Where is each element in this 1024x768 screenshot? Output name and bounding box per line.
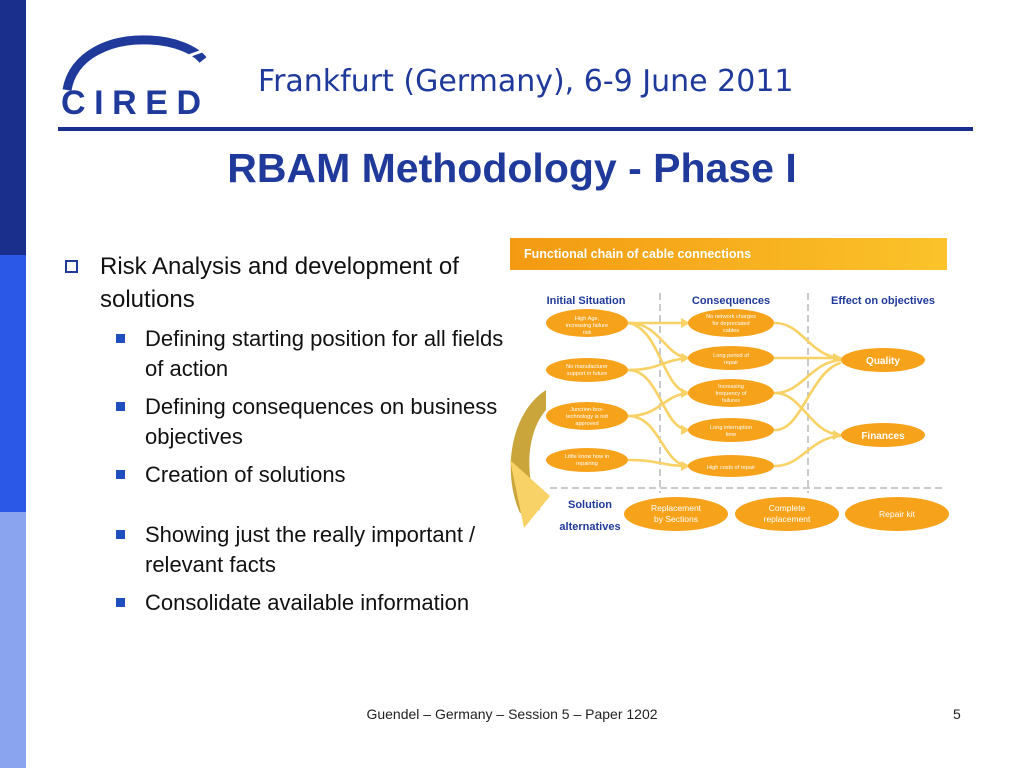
situation-text: repairing: [576, 461, 598, 467]
bullet-list: [60, 250, 505, 626]
slide-title: RBAM Methodology - Phase I: [227, 145, 797, 191]
consequence-text: failures: [721, 398, 741, 404]
hollow-square-bullet-icon: [65, 260, 78, 273]
solution-text: Replacement: [650, 503, 702, 513]
accent-bar-middle: [0, 255, 26, 512]
consequence-text: Long period of: [713, 353, 749, 359]
solution-label: alternatives: [559, 521, 621, 533]
conference-title: Frankfurt (Germany), 6-9 June 2011: [258, 64, 794, 99]
col-header-effect: Effect on objectives: [831, 295, 935, 307]
sub-bullet: [60, 324, 505, 384]
left-accent-bar: [0, 0, 26, 768]
situation-pill: [546, 448, 628, 472]
consequence-text: repair: [723, 360, 739, 366]
solution-text: by Sections: [654, 514, 698, 524]
sub-bullet: [60, 588, 505, 618]
diagram-banner-text: Functional chain of cable connections: [524, 247, 752, 261]
bullet-main-text: Risk Analysis and development of solutions: [100, 253, 459, 313]
accent-bar-top: [0, 0, 26, 255]
sub-bullet-text: Showing just the really important / relevant facts: [145, 522, 476, 577]
consequence-text: time: [725, 432, 737, 438]
cired-logo: [55, 30, 215, 125]
sub-bullet-text: Creation of solutions: [145, 462, 346, 487]
situation-text: technology is not: [566, 414, 608, 420]
square-bullet-icon: [116, 598, 125, 607]
solution-text: Repair kit: [879, 509, 915, 519]
bullet-main: [60, 250, 505, 316]
solution-label: Solution: [568, 499, 612, 511]
situation-text: increasing failure: [565, 323, 609, 329]
footer-text: Guendel – Germany – Session 5 – Paper 1202: [366, 706, 658, 722]
sub-bullet: [60, 460, 505, 490]
situation-text: No manufacturer: [566, 364, 608, 370]
consequence-text: for depreciated: [712, 321, 750, 327]
situation-pill: [546, 358, 628, 382]
situation-text: High Age,: [574, 316, 600, 322]
situation-text: support in future: [566, 371, 608, 377]
situation-text: Little know how in: [564, 454, 610, 460]
logo-arc: [67, 40, 203, 90]
consequence-text: cables: [722, 328, 740, 334]
accent-bar-bottom: [0, 512, 26, 768]
objective-text: Quality: [866, 356, 900, 367]
consequence-text: Long interruption: [710, 425, 752, 431]
sub-bullet-text: Defining consequences on business objectives: [145, 394, 498, 449]
consequence-text: High costs of repair: [706, 465, 756, 471]
square-bullet-icon: [116, 334, 125, 343]
objective-text: Finances: [861, 431, 905, 442]
sub-bullet-text: Consolidate available information: [145, 590, 470, 615]
consequence-text: frequency of: [715, 391, 747, 397]
logo-text: CIRED: [61, 84, 201, 122]
col-header-initial: Initial Situation: [546, 295, 626, 307]
sub-bullet-text: Defining starting position for all fields of action: [145, 326, 504, 381]
consequence-text: No network charges: [706, 314, 756, 320]
consequence-text: Increasing: [718, 384, 744, 390]
square-bullet-icon: [116, 470, 125, 479]
sub-bullet: [60, 520, 505, 580]
situation-text: approved: [575, 421, 599, 427]
square-bullet-icon: [116, 530, 125, 539]
situation-text: Junction-box-: [570, 407, 604, 413]
solution-text: replacement: [763, 514, 811, 524]
col-header-consequences: Consequences: [691, 295, 771, 307]
header-rule: [58, 127, 973, 131]
page-number: 5: [953, 706, 961, 722]
situation-text: risk: [582, 330, 592, 336]
solution-text: Complete: [768, 503, 806, 513]
functional-chain-diagram: [510, 238, 950, 538]
sub-bullet: [60, 392, 505, 452]
square-bullet-icon: [116, 402, 125, 411]
